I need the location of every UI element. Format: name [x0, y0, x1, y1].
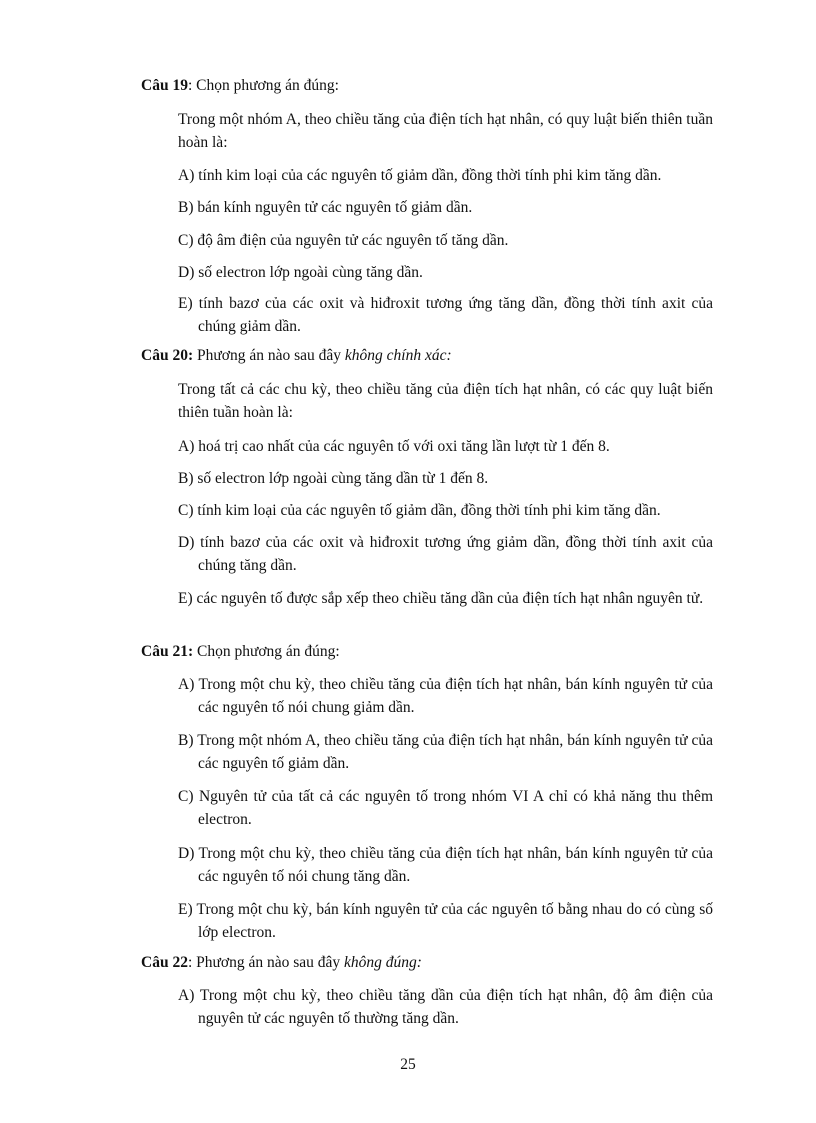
- question-20-option-c: C) tính kim loại của các nguyên tố giảm dần, đồng thời tính phi kim tăng dần.: [178, 502, 661, 519]
- question-prompt: Chọn phương án đúng:: [193, 643, 340, 660]
- question-21-option-a: A) Trong một chu kỳ, theo chiều tăng của điện tích hạt nhân, bán kính nguyên tử của các nguyên tố nói chung giảm dần.: [178, 676, 713, 716]
- question-20-stem: Trong tất cả các chu kỳ, theo chiều tăng của điện tích hạt nhân, có các quy luật biến thiên tuần hoàn là:: [178, 381, 713, 421]
- question-20-option-a: A) hoá trị cao nhất của các nguyên tố với oxi tăng lần lượt từ 1 đến 8.: [178, 438, 610, 455]
- question-19-heading: Câu 19: Chọn phương án đúng:: [141, 77, 339, 94]
- page-number: 25: [400, 1056, 416, 1073]
- question-22-option-a: A) Trong một chu kỳ, theo chiều tăng dần của điện tích hạt nhân, độ âm điện của nguyên tử các nguyên tố thường tăng dần.: [178, 987, 713, 1027]
- question-19-option-a: A) tính kim loại của các nguyên tố giảm dần, đồng thời tính phi kim tăng dần.: [178, 167, 662, 184]
- question-21-heading: [141, 643, 340, 661]
- question-20-option-b: B) số electron lớp ngoài cùng tăng dần từ 1 đến 8.: [178, 470, 489, 487]
- question-prompt: Chọn phương án đúng:: [192, 77, 339, 94]
- question-19-option-e: E) tính bazơ của các oxit và hiđroxit tương ứng tăng dần, đồng thời tính axit của chúng giảm dần.: [178, 295, 713, 335]
- question-19-stem: Trong một nhóm A, theo chiều tăng của điện tích hạt nhân, có quy luật biến thiên tuần hoàn là:: [178, 111, 713, 151]
- question-21-option-b: B) Trong một nhóm A, theo chiều tăng của điện tích hạt nhân, bán kính nguyên tử của các nguyên tố giảm dần.: [178, 732, 713, 772]
- question-19-option-c: C) độ âm điện của nguyên tử các nguyên tố tăng dần.: [178, 232, 509, 249]
- question-21-option-e: E) Trong một chu kỳ, bán kính nguyên tử của các nguyên tố bằng nhau do có cùng số lớp electron.: [178, 901, 713, 941]
- question-19-option-b: B) bán kính nguyên tử các nguyên tố giảm dần.: [178, 199, 473, 216]
- question-22-heading: Câu 22: Phương án nào sau đây không đúng:: [141, 954, 422, 971]
- question-number: Câu 19: [141, 77, 188, 94]
- question-20-heading: [141, 347, 452, 365]
- question-number: Câu 21:: [141, 643, 194, 660]
- question-prompt: Phương án nào sau đây: [192, 954, 345, 971]
- question-20-option-d: D) tính bazơ của các oxit và hiđroxit tương ứng giảm dần, đồng thời tính axit của chúng tăng dần.: [178, 534, 713, 574]
- question-prompt-emphasis: không đúng:: [344, 954, 422, 971]
- question-prompt-emphasis: không chính xác:: [344, 347, 452, 364]
- question-number: Câu 22: [141, 954, 188, 971]
- question-19-option-d: D) số electron lớp ngoài cùng tăng dần.: [178, 264, 423, 281]
- question-number: Câu 20:: [141, 347, 194, 364]
- question-prompt: Phương án nào sau đây: [193, 347, 345, 364]
- question-20-option-e: E) các nguyên tố được sắp xếp theo chiều tăng dần của điện tích hạt nhân nguyên tử.: [178, 590, 704, 607]
- question-21-option-d: D) Trong một chu kỳ, theo chiều tăng của điện tích hạt nhân, bán kính nguyên tử của các nguyên tố nói chung tăng dần.: [178, 845, 713, 885]
- question-21-option-c: C) Nguyên tử của tất cả các nguyên tố trong nhóm VI A chỉ có khả năng thu thêm electron.: [178, 788, 713, 828]
